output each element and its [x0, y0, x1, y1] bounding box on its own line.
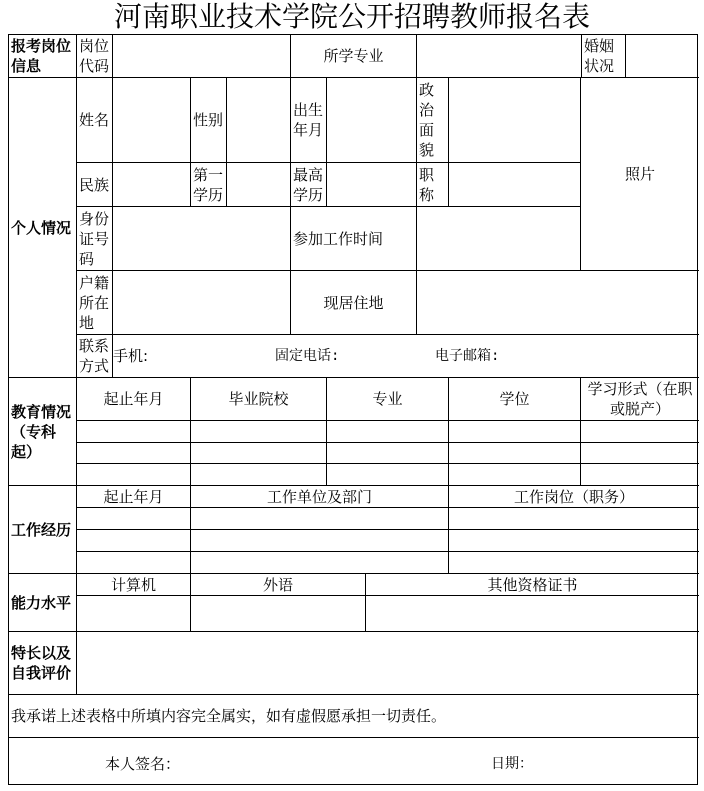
edu-cell[interactable]	[449, 443, 581, 464]
education-label: 教育情况（专科起）	[9, 378, 77, 486]
first-edu-field[interactable]	[227, 163, 291, 207]
specialty-label: 特长以及自我评价	[9, 632, 77, 695]
id-number-label: 身份证号码	[77, 207, 113, 271]
work-cell[interactable]	[77, 552, 191, 574]
gender-label: 性别	[191, 78, 227, 163]
edu-cell[interactable]	[191, 443, 327, 464]
edu-cell[interactable]	[581, 421, 699, 443]
major-label: 所学专业	[291, 35, 417, 78]
edu-cell[interactable]	[581, 443, 699, 464]
work-cell[interactable]	[191, 508, 449, 530]
edu-major-header: 专业	[327, 378, 449, 421]
contact-label: 联系方式	[77, 335, 113, 378]
residence-label: 现居住地	[291, 271, 417, 335]
birth-field[interactable]	[327, 78, 417, 163]
contact-field[interactable]	[113, 335, 699, 378]
specialty-field[interactable]	[77, 632, 699, 695]
post-info-label: 报考岗位信息	[9, 35, 77, 78]
form-title: 河南职业技术学院公开招聘教师报名表	[113, 0, 590, 33]
work-cell[interactable]	[191, 530, 449, 552]
highest-edu-field[interactable]	[327, 163, 417, 207]
work-cell[interactable]	[77, 530, 191, 552]
other-cert-field[interactable]	[366, 596, 699, 632]
ethnic-label: 民族	[77, 163, 113, 207]
edu-cell[interactable]	[191, 464, 327, 486]
work-start-field[interactable]	[417, 207, 581, 271]
edu-cell[interactable]	[327, 421, 449, 443]
id-number-field[interactable]	[113, 207, 291, 271]
signature-label: 本人签名：	[105, 755, 181, 773]
edu-period-header: 起止年月	[77, 378, 191, 421]
edu-cell[interactable]	[449, 464, 581, 486]
hukou-label: 户籍所在地	[77, 271, 113, 335]
edu-cell[interactable]	[581, 464, 699, 486]
photo-box[interactable]: 照片	[581, 78, 699, 271]
pledge-text: 我承诺上述表格中所填内容完全属实，如有虚假愿承担一切责任。	[9, 695, 699, 738]
name-label: 姓名	[77, 78, 113, 163]
work-unit-header: 工作单位及部门	[191, 486, 449, 508]
registration-form	[8, 34, 698, 785]
marital-label: 婚姻状况	[582, 35, 626, 78]
work-cell[interactable]	[449, 508, 699, 530]
first-edu-label: 第一学历	[191, 163, 227, 207]
work-cell[interactable]	[449, 552, 699, 574]
foreign-lang-field[interactable]	[191, 596, 366, 632]
work-cell[interactable]	[449, 530, 699, 552]
title-rank-field[interactable]	[449, 163, 581, 207]
edu-cell[interactable]	[191, 421, 327, 443]
personal-label: 个人情况	[9, 78, 77, 378]
date-label: 日期：	[491, 756, 533, 772]
politics-label: 政治面貌	[417, 78, 449, 163]
title-rank-label: 职称	[417, 163, 449, 207]
marital-field[interactable]	[626, 35, 699, 78]
work-exp-label: 工作经历	[9, 486, 77, 574]
edu-cell[interactable]	[77, 421, 191, 443]
other-cert-header: 其他资格证书	[366, 574, 699, 596]
edu-cell[interactable]	[327, 464, 449, 486]
edu-cell[interactable]	[77, 464, 191, 486]
landline-label: 固定电话:	[275, 348, 340, 364]
edu-mode-header: 学习形式（在职或脱产）	[581, 378, 699, 421]
edu-degree-header: 学位	[449, 378, 581, 421]
edu-cell[interactable]	[449, 421, 581, 443]
politics-field[interactable]	[449, 78, 581, 163]
edu-cell[interactable]	[77, 443, 191, 464]
ethnic-field[interactable]	[113, 163, 191, 207]
gender-field[interactable]	[227, 78, 291, 163]
post-code-label: 岗位代码	[77, 35, 113, 78]
edu-cell[interactable]	[327, 443, 449, 464]
major-field[interactable]	[417, 35, 582, 78]
name-field[interactable]	[113, 78, 191, 163]
work-period-header: 起止年月	[77, 486, 191, 508]
highest-edu-label: 最高学历	[291, 163, 327, 207]
foreign-lang-header: 外语	[191, 574, 366, 596]
work-cell[interactable]	[77, 508, 191, 530]
birth-label: 出生年月	[291, 78, 327, 163]
computer-field[interactable]	[77, 596, 191, 632]
computer-header: 计算机	[77, 574, 191, 596]
work-cell[interactable]	[191, 552, 449, 574]
work-post-header: 工作岗位（职务）	[449, 486, 699, 508]
work-start-label: 参加工作时间	[291, 207, 417, 271]
edu-school-header: 毕业院校	[191, 378, 327, 421]
phone-label: 手机:	[113, 347, 149, 365]
residence-field[interactable]	[417, 271, 699, 335]
ability-label: 能力水平	[9, 574, 77, 632]
post-code-field[interactable]	[113, 35, 291, 78]
signature-row	[9, 738, 699, 784]
hukou-field[interactable]	[113, 271, 291, 335]
email-label: 电子邮箱:	[435, 348, 500, 364]
